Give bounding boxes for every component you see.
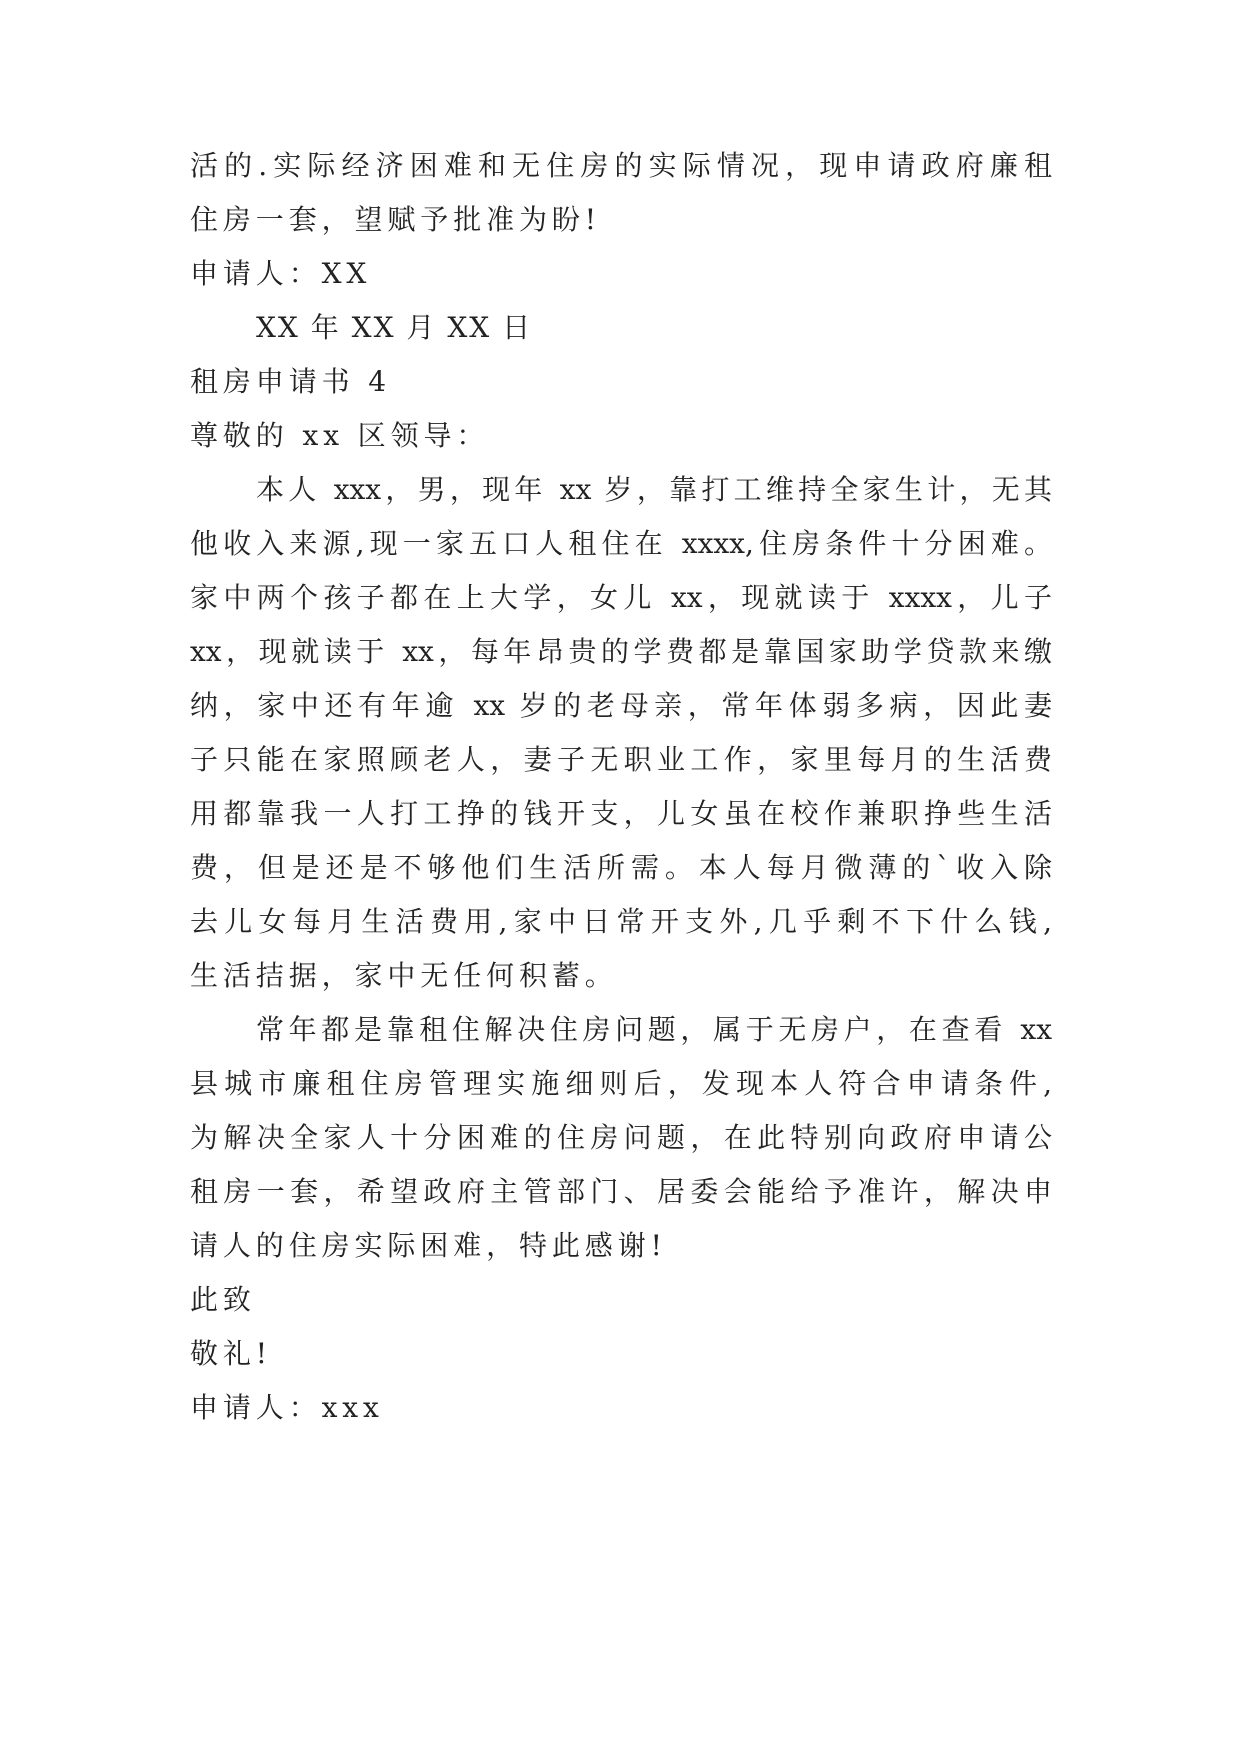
paragraph-line: 租房一套，希望政府主管部门、居委会能给予准许，解决申: [190, 1175, 1052, 1208]
closing-greeting: 敬礼!: [190, 1337, 272, 1370]
paragraph-line: 县城市廉租住房管理实施细则后，发现本人符合申请条件,: [190, 1067, 1052, 1100]
paragraph-line: 为解决全家人十分困难的住房问题，在此特别向政府申请公: [190, 1121, 1052, 1154]
date-line: XX 年 XX 月 XX 日: [256, 311, 533, 344]
salutation: 尊敬的 xx 区领导：: [190, 419, 490, 452]
paragraph-line: 用都靠我一人打工挣的钱开支，儿女虽在校作兼职挣些生活: [190, 797, 1052, 830]
paragraph-line: 本人 xxx，男，现年 xx 岁，靠打工维持全家生计，无其: [256, 473, 1052, 506]
paragraph-line: 常年都是靠租住解决住房问题，属于无房户，在查看 xx: [256, 1013, 1052, 1046]
paragraph-line: 家中两个孩子都在上大学，女儿 xx，现就读于 xxxx，儿子: [190, 581, 1052, 614]
paragraph-line: 子只能在家照顾老人，妻子无职业工作，家里每月的生活费: [190, 743, 1052, 776]
paragraph-line: 生活拮据，家中无任何积蓄。: [190, 959, 618, 992]
paragraph-line: 费，但是还是不够他们生活所需。本人每月微薄的`收入除: [190, 851, 1052, 884]
paragraph-line: 住房一套，望赋予批准为盼!: [190, 203, 601, 236]
applicant-signature: 申请人：xxx: [190, 1391, 384, 1424]
applicant-signature: 申请人：XX: [190, 257, 372, 290]
closing-line: 此致: [190, 1283, 256, 1316]
section-heading: 租房申请书 4: [190, 365, 392, 398]
paragraph-line: 活的.实际经济困难和无住房的实际情况，现申请政府廉租: [190, 149, 1052, 182]
paragraph-line: 去儿女每月生活费用,家中日常开支外,几乎剩不下什么钱,: [190, 905, 1052, 938]
paragraph-line: 纳，家中还有年逾 xx 岁的老母亲，常年体弱多病，因此妻: [190, 689, 1052, 722]
paragraph-line: xx，现就读于 xx，每年昂贵的学费都是靠国家助学贷款来缴: [190, 635, 1052, 668]
paragraph-line: 请人的住房实际困难，特此感谢!: [190, 1229, 667, 1262]
paragraph-line: 他收入来源,现一家五口人租住在 xxxx,住房条件十分困难。: [190, 527, 1052, 560]
